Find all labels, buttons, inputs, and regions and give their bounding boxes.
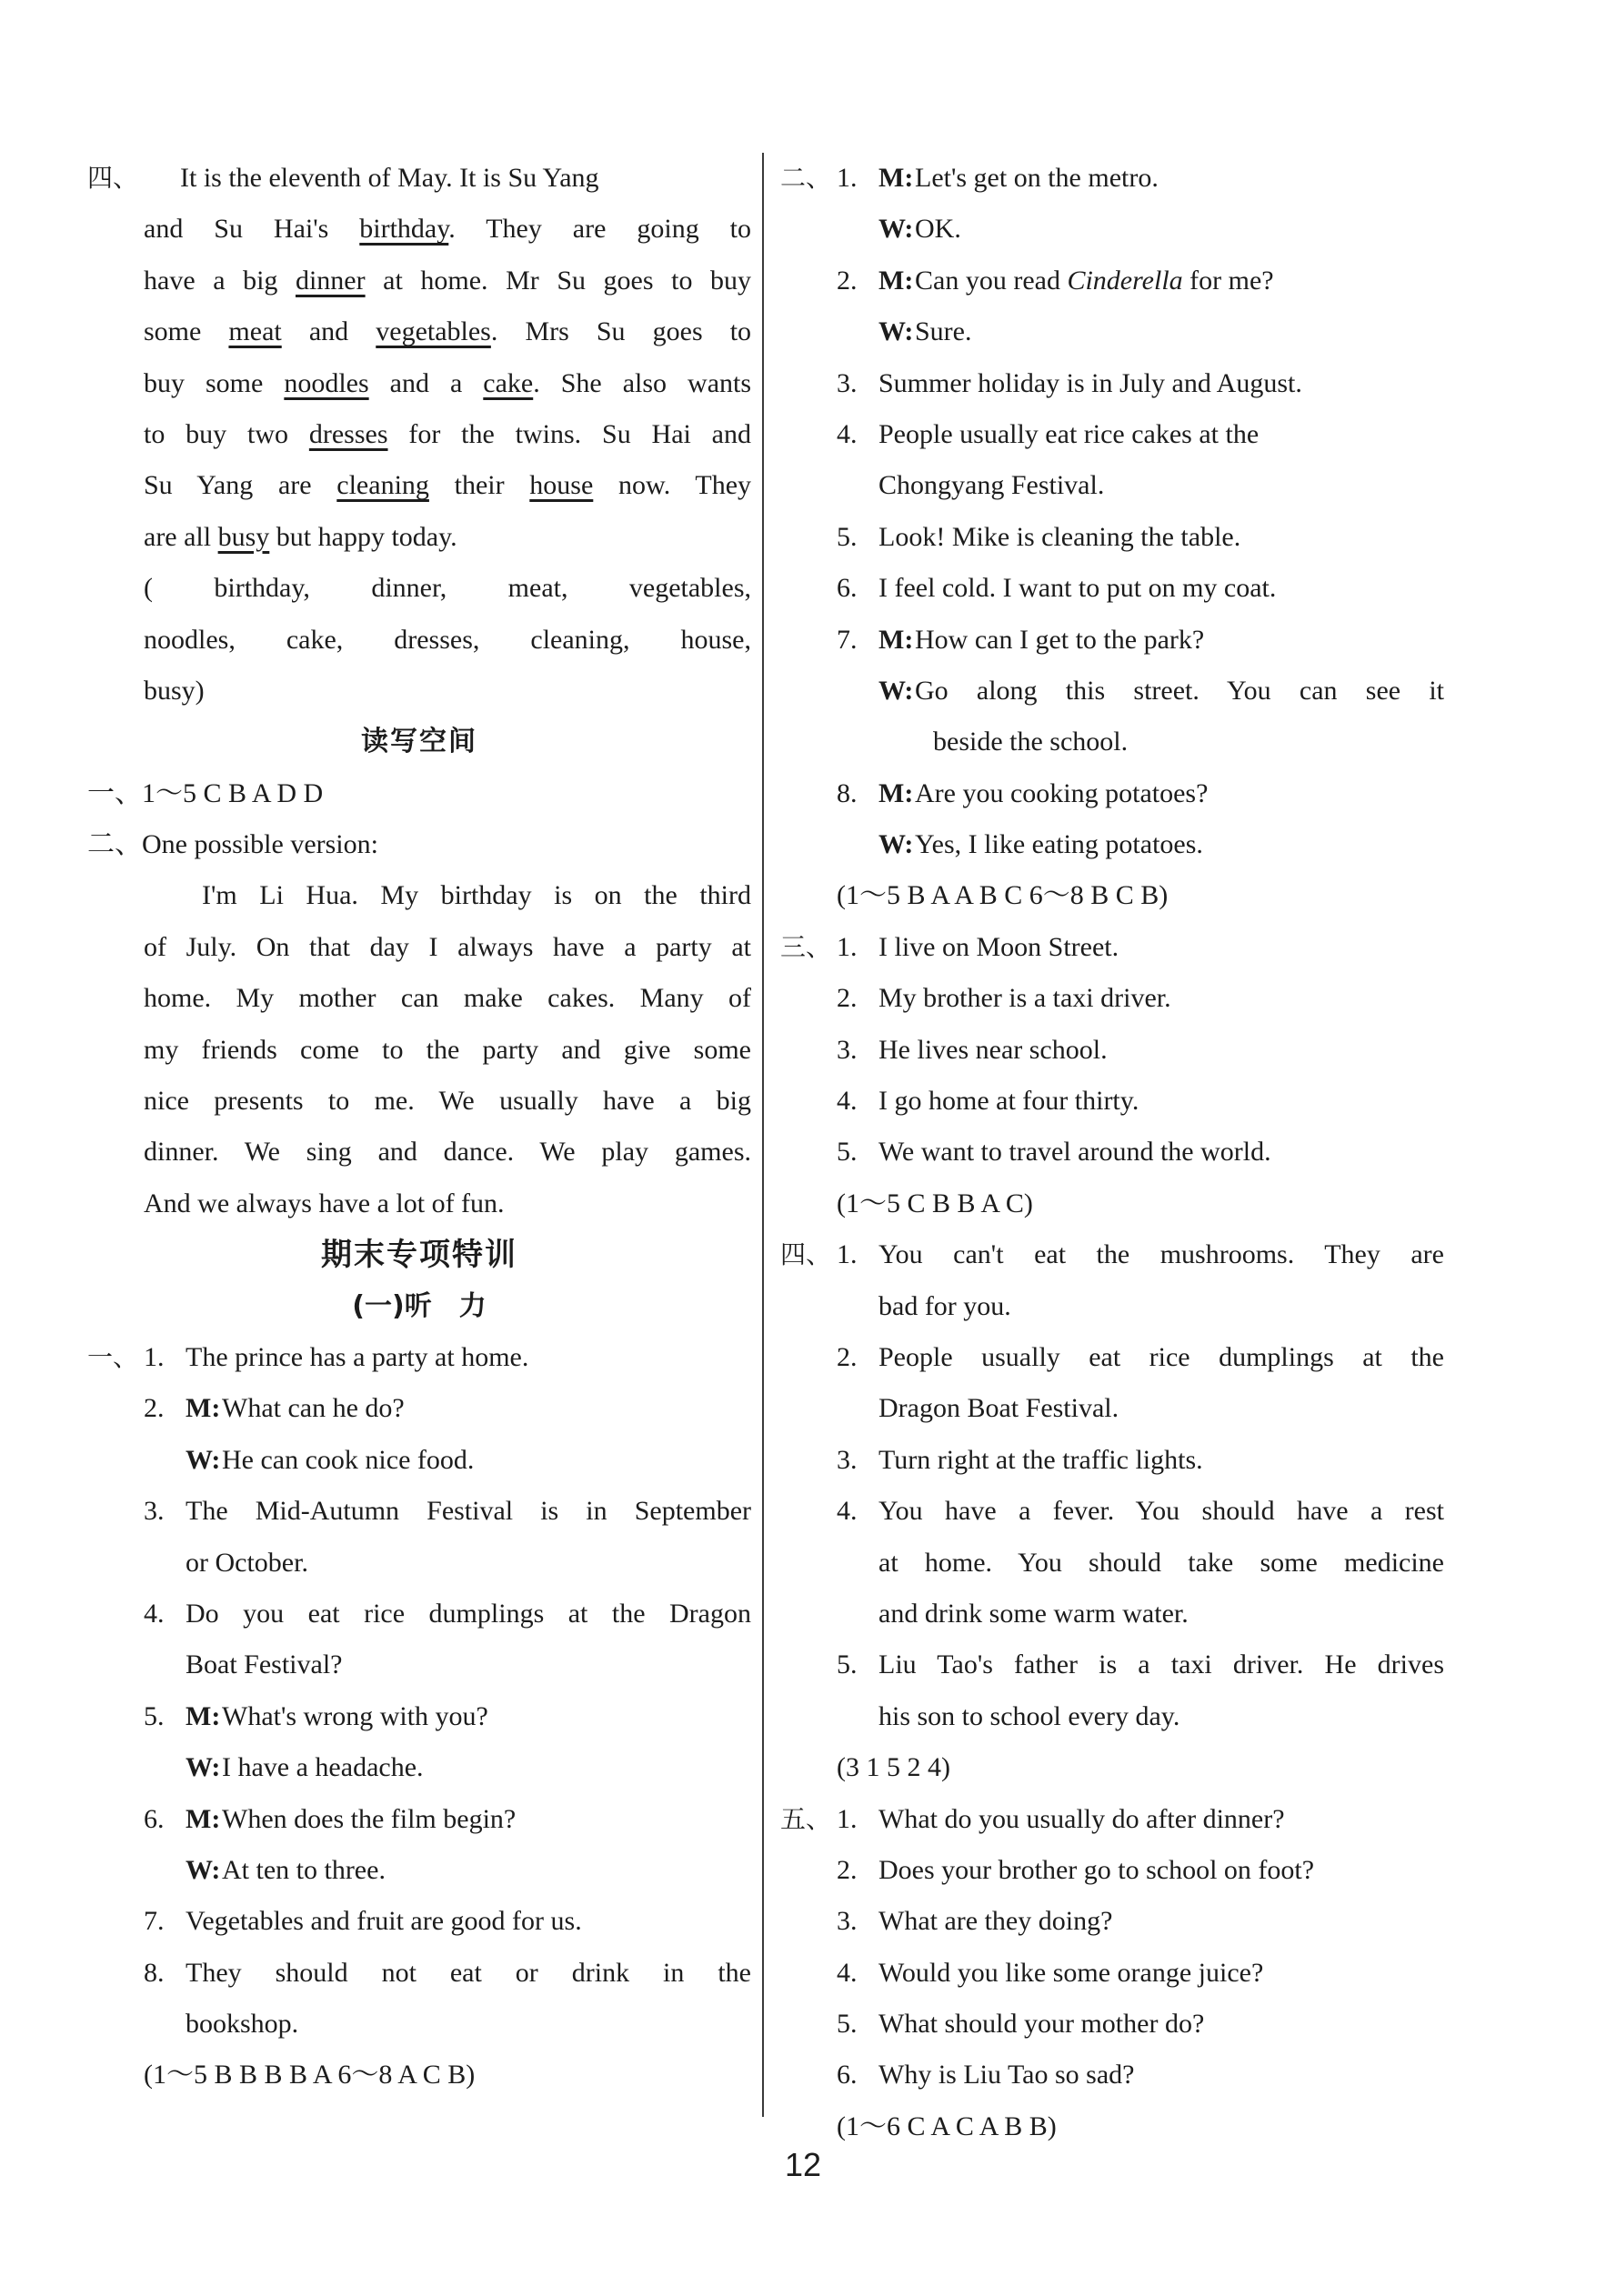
item-line (780, 512, 1444, 563)
item-line (780, 768, 1444, 819)
section-2-items (780, 153, 1444, 870)
listening-items (87, 1332, 751, 2050)
item-text: The prince has a party at home. (186, 1341, 529, 1372)
item-text: I have a headache. (222, 1752, 424, 1783)
item-text: They should not eat or drink in the (186, 1957, 751, 1988)
answer-line: (1～5 C B B A C) (837, 1188, 1033, 1218)
speaker-label: M: (878, 163, 914, 193)
item-text: People usually eat rice cakes at the (878, 418, 1260, 449)
item-number: 4. (837, 1086, 858, 1117)
speaker-label: W: (878, 316, 914, 347)
speaker-label: W: (878, 214, 914, 245)
section-mark: 二、 (780, 163, 832, 193)
item-text: and drink some warm water. (878, 1598, 1189, 1629)
column-divider (762, 153, 764, 2117)
passage-line: Su Yang are cleaning their house now. They (144, 470, 751, 501)
section-5-items (780, 1794, 1444, 2101)
answer-key-line: busy) (144, 675, 205, 706)
item-number: 1. (837, 1803, 858, 1834)
item-line (780, 1025, 1444, 1076)
item-text: The Mid-Autumn Festival is in September (186, 1496, 751, 1527)
item-line (780, 1589, 1444, 1639)
answer-line: (3 1 5 2 4) (837, 1752, 950, 1783)
item-number: 5. (837, 1137, 858, 1168)
item-text: We want to travel around the world. (878, 1137, 1271, 1168)
item-text: When does the film begin? (222, 1803, 517, 1834)
item-line (780, 717, 1444, 767)
answer-blank: noodles (284, 367, 369, 398)
speaker-label: W: (186, 1444, 221, 1475)
item-number: 3. (837, 1906, 858, 1937)
speaker-label: M: (878, 624, 914, 655)
item-text: Go along this street. You can see it (915, 675, 1444, 706)
section-4-items (780, 1229, 1444, 1742)
item-text: beside the school. (933, 727, 1129, 757)
passage-line: buy some noodles and a cake. She also wants (144, 367, 751, 398)
item-line (87, 1538, 751, 1589)
item-line (780, 1486, 1444, 1537)
item-text: Vegetables and fruit are good for us. (186, 1906, 582, 1937)
speaker-label: M: (878, 265, 914, 296)
item-line (780, 563, 1444, 614)
item-line (780, 256, 1444, 306)
item-number: 1. (837, 1239, 858, 1270)
item-line (780, 922, 1444, 973)
answer-key-line: ( birthday, dinner, meat, vegetables, (144, 573, 751, 604)
item-line (780, 306, 1444, 357)
speaker-label: M: (186, 1700, 221, 1731)
item-line (780, 615, 1444, 666)
item-number: 3. (837, 1444, 858, 1475)
item-text: Does your brother go to school on foot? (878, 1854, 1315, 1885)
answer-blank: cake (483, 367, 534, 398)
speaker-label: M: (186, 1393, 221, 1424)
item-text: My brother is a taxi driver. (878, 983, 1171, 1014)
essay-line: of July. On that day I always have a party at (144, 931, 751, 962)
item-text: at home. You should take some medicine (878, 1547, 1444, 1578)
answer-blank: dresses (308, 418, 388, 449)
item-number: 6. (837, 573, 858, 604)
item-number: 4. (837, 418, 858, 449)
item-text: bookshop. (186, 2009, 299, 2040)
item-text: I live on Moon Street. (878, 931, 1119, 962)
item-number: 8. (837, 777, 858, 808)
section-mark: 一、 (87, 1341, 139, 1372)
item-number: 4. (837, 1957, 858, 1988)
item-number: 1. (837, 931, 858, 962)
passage-line: to buy two dresses for the twins. Su Hai and (144, 418, 751, 449)
answer-blank: busy (217, 521, 270, 552)
item-text: Look! Mike is cleaning the table. (878, 521, 1241, 552)
answer-line: 一、1～5 C B A D D (87, 777, 324, 808)
item-line (780, 819, 1444, 870)
item-number: 5. (837, 521, 858, 552)
item-text: Let's get on the metro. (915, 163, 1159, 193)
item-number: 1. (837, 163, 858, 193)
answer-blank: cleaning (336, 470, 429, 501)
item-text: He lives near school. (878, 1034, 1108, 1065)
item-text: OK. (915, 214, 961, 245)
answer-blank: vegetables (376, 316, 491, 347)
item-text: Are you cooking potatoes? (915, 777, 1209, 808)
item-number: 5. (837, 2009, 858, 2040)
book-title: Cinderella (1067, 265, 1183, 296)
answer-blank: birthday (359, 214, 449, 245)
item-text: Chongyang Festival. (878, 470, 1105, 501)
item-text: Dragon Boat Festival. (878, 1393, 1119, 1424)
item-line (87, 1691, 751, 1742)
item-line (780, 1896, 1444, 1947)
item-line (780, 1538, 1444, 1589)
item-number: 1. (144, 1341, 165, 1372)
item-line (87, 1639, 751, 1690)
section-mark: 四、 (780, 1239, 832, 1270)
item-text: He can cook nice food. (222, 1444, 475, 1475)
left-column (87, 153, 751, 2101)
section-title: 期末专项特训 (321, 1237, 517, 1274)
right-column (780, 153, 1444, 2152)
item-text: How can I get to the park? (915, 624, 1205, 655)
item-text: or October. (186, 1547, 308, 1578)
item-text: Turn right at the traffic lights. (878, 1444, 1203, 1475)
item-line (87, 1383, 751, 1434)
item-line (87, 1845, 751, 1896)
answer-line: (1～5 B A A B C 6～8 B C B) (837, 880, 1169, 911)
essay-line: And we always have a lot of fun. (144, 1188, 505, 1218)
item-line (780, 973, 1444, 1024)
item-text: At ten to three. (222, 1854, 386, 1885)
passage-line: are all busy but happy today. (144, 521, 457, 552)
item-line (780, 1999, 1444, 2050)
passage-line: and Su Hai's birthday. They are going to (144, 214, 751, 245)
item-number: 8. (144, 1957, 165, 1988)
item-line (780, 1383, 1444, 1434)
item-line (780, 1281, 1444, 1332)
item-number: 3. (837, 367, 858, 398)
item-line (87, 1589, 751, 1639)
item-line (780, 204, 1444, 255)
item-line (780, 409, 1444, 460)
item-text: Yes, I like eating potatoes. (915, 829, 1203, 860)
item-text: Boat Festival? (186, 1649, 343, 1680)
item-number: 7. (837, 624, 858, 655)
speaker-label: W: (186, 1752, 221, 1783)
item-text: for me? (1189, 265, 1274, 296)
item-line (87, 1332, 751, 1383)
item-text: Sure. (915, 316, 972, 347)
item-line (780, 1332, 1444, 1383)
item-line (780, 1639, 1444, 1690)
item-text: Summer holiday is in July and August. (878, 367, 1302, 398)
item-text: You have a fever. You should have a rest (878, 1496, 1444, 1527)
item-text: Do you eat rice dumplings at the Dragon (186, 1598, 751, 1629)
item-text: What's wrong with you? (222, 1700, 488, 1731)
answer-line: (1～6 C A C A B B) (837, 2111, 1057, 2141)
item-text: What can he do? (222, 1393, 405, 1424)
item-line (780, 153, 1444, 204)
item-number: 4. (144, 1598, 165, 1629)
item-number: 7. (144, 1906, 165, 1937)
item-number: 4. (837, 1496, 858, 1527)
answer-blank: meat (228, 316, 282, 347)
section-subtitle: (一)听 力 (352, 1289, 487, 1322)
item-text: Liu Tao's father is a taxi driver. He drives (878, 1649, 1444, 1680)
item-line (780, 1948, 1444, 1999)
speaker-label: M: (186, 1803, 221, 1834)
item-line (780, 1435, 1444, 1486)
item-line (87, 1435, 751, 1486)
item-text: Can you read (915, 265, 1060, 296)
item-line (87, 1794, 751, 1845)
essay-line: home. My mother can make cakes. Many of (144, 983, 751, 1014)
answer-blank: house (529, 470, 594, 501)
section-mark: 五、 (780, 1803, 832, 1834)
item-number: 5. (144, 1700, 165, 1731)
section-mark: 三、 (780, 931, 832, 962)
answer-blank: dinner (295, 265, 366, 296)
item-number: 6. (837, 2060, 858, 2090)
answer-line: (1～5 B B B B A 6～8 A C B) (144, 2060, 476, 2090)
item-line (780, 1229, 1444, 1280)
item-line (780, 2050, 1444, 2100)
item-line (780, 666, 1444, 717)
essay-line: nice presents to me. We usually have a big (144, 1086, 751, 1117)
item-text: What are they doing? (878, 1906, 1113, 1937)
item-line (780, 1691, 1444, 1742)
passage-line: some meat and vegetables. Mrs Su goes to (144, 316, 751, 347)
item-text: I feel cold. I want to put on my coat. (878, 573, 1277, 604)
answer-key-line: noodles, cake, dresses, cleaning, house, (144, 624, 751, 655)
passage-line: 四、 It is the eleventh of May. It is Su Yang (87, 153, 751, 204)
item-text: Would you like some orange juice? (878, 1957, 1264, 1988)
item-text: You can't eat the mushrooms. They are (878, 1239, 1444, 1270)
item-number: 5. (837, 1649, 858, 1680)
item-line (780, 1794, 1444, 1845)
speaker-label: W: (878, 675, 914, 706)
essay-line: dinner. We sing and dance. We play games. (144, 1137, 751, 1168)
item-line (87, 1742, 751, 1793)
item-text: People usually eat rice dumplings at the (878, 1341, 1444, 1372)
question-label: 二、One possible version: (87, 829, 378, 860)
item-line (780, 1845, 1444, 1896)
item-line (780, 460, 1444, 511)
speaker-label: M: (878, 777, 914, 808)
item-line (780, 1076, 1444, 1127)
essay-line: my friends come to the party and give some (144, 1034, 751, 1065)
item-number: 2. (837, 1341, 858, 1372)
item-text: bad for you. (878, 1290, 1011, 1321)
section-mark: 四、 (87, 163, 139, 193)
item-text: his son to school every day. (878, 1700, 1180, 1731)
item-number: 6. (144, 1803, 165, 1834)
item-text: What do you usually do after dinner? (878, 1803, 1285, 1834)
item-number: 2. (837, 983, 858, 1014)
essay-line: I'm Li Hua. My birthday is on the third (202, 880, 751, 911)
item-number: 3. (837, 1034, 858, 1065)
item-text: I go home at four thirty. (878, 1086, 1139, 1117)
item-line (87, 1999, 751, 2050)
passage-line: have a big dinner at home. Mr Su goes to buy (144, 265, 751, 296)
item-number: 2. (837, 265, 858, 296)
item-text: Why is Liu Tao so sad? (878, 2060, 1135, 2090)
speaker-label: W: (878, 829, 914, 860)
item-line (87, 1948, 751, 1999)
item-number: 2. (837, 1854, 858, 1885)
page-number: 12 (784, 2146, 822, 2183)
item-number: 3. (144, 1496, 165, 1527)
section-title: 读写空间 (361, 726, 477, 758)
item-line (780, 358, 1444, 409)
item-line (87, 1896, 751, 1947)
item-line (780, 1127, 1444, 1178)
item-number: 2. (144, 1393, 165, 1424)
section-3-items (780, 922, 1444, 1178)
item-text: What should your mother do? (878, 2009, 1205, 2040)
speaker-label: W: (186, 1854, 221, 1885)
item-line (87, 1486, 751, 1537)
